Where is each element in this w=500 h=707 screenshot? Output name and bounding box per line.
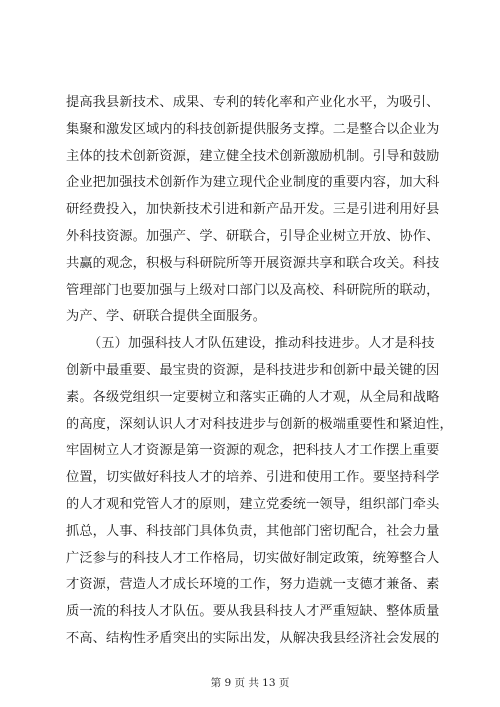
text-line: 创新中最重要、最宝贵的资源，是科技进步和创新中最关键的因 [66, 362, 440, 378]
text-line: 质一流的科技人才队伍。要从我县科技人才严重短缺、整体质量 [66, 604, 440, 620]
text-line: 主体的技术创新资源，建立健全技术创新激励机制。引导和鼓励 [66, 148, 440, 164]
text-line: 为产、学、研联合提供全面服务。 [66, 309, 267, 325]
text-line: 的人才观和党管人才的原则，建立党委统一领导，组织部门牵头 [66, 496, 440, 512]
document-body [66, 90, 453, 653]
text-line: 提高我县新技术、成果、专利的转化率和产业化水平，为吸引、 [66, 95, 440, 110]
text-line: 共赢的观念，积极与科研院所等开展资源共享和联合攻关。科技 [66, 255, 440, 271]
text-line: 外科技资源。加强产、学、研联合，引导企业树立开放、协作、 [66, 228, 440, 244]
text-line: 研经费投入，加快新技术引进和新产品开发。三是引进利用好县 [66, 202, 440, 218]
text-line: 牢固树立人才资源是第一资源的观念，把科技人才工作摆上重要 [66, 443, 440, 459]
text-line: 抓总，人事、科技部门具体负责，其他部门密切配合，社会力量 [66, 523, 440, 539]
paragraph-start-line: （五）加强科技人才队伍建设，推动科技进步。人才是科技 [88, 336, 435, 352]
text-line: 才资源，营造人才成长环境的工作，努力造就一支德才兼备、素 [66, 577, 440, 593]
text-line: 位置，切实做好科技人才的培养、引进和使用工作。要坚持科学 [66, 470, 440, 486]
text-line: 企业把加强技术创新作为建立现代企业制度的重要内容，加大科 [66, 175, 440, 191]
text-line: 广泛参与的科技人才工作格局，切实做好制定政策，统筹整合人 [66, 550, 440, 566]
text-line: 管理部门也要加强与上级对口部门以及高校、科研院所的联动， [66, 282, 440, 298]
text-line: 不高、结构性矛盾突出的实际出发，从解决我县经济社会发展的 [66, 630, 440, 646]
page-footer [0, 676, 500, 690]
text-line: 的高度，深刻认识人才对科技进步与创新的极端重要性和紧迫性， [66, 416, 453, 432]
page-number: 第 9 页 共 13 页 [210, 677, 290, 689]
text-line: 素。各级党组织一定要树立和落实正确的人才观，从全局和战略 [66, 389, 440, 405]
text-line: 集聚和激发区域内的科技创新提供服务支撑。二是整合以企业为 [66, 121, 440, 137]
